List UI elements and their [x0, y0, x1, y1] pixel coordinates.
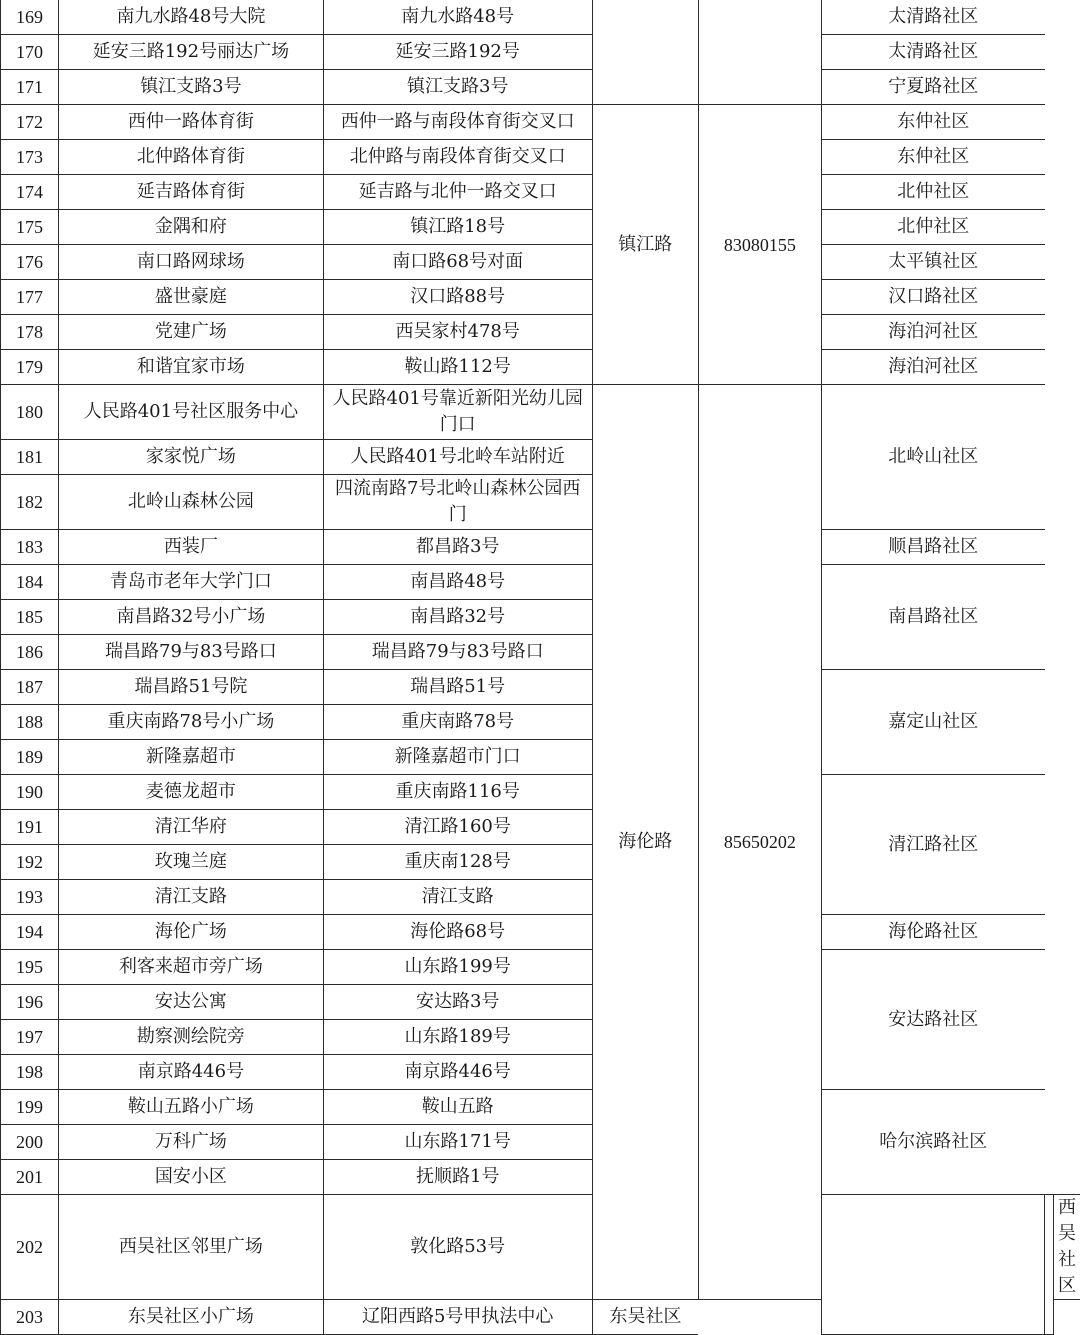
- site-name: 党建广场: [58, 315, 323, 350]
- site-address: 山东路171号: [323, 1125, 592, 1160]
- table-row: [1, 670, 1080, 705]
- table-row: [1, 1090, 1080, 1125]
- site-address: 鞍山路112号: [323, 350, 592, 385]
- row-number: 191: [1, 810, 59, 845]
- site-address: 人民路401号靠近新阳光幼儿园门口: [323, 385, 592, 440]
- table-row: [1, 35, 1080, 70]
- site-address: 都昌路3号: [323, 530, 592, 565]
- site-address: 四流南路7号北岭山森林公园西门: [323, 475, 592, 530]
- row-number: 197: [1, 1020, 59, 1055]
- row-number: 186: [1, 635, 59, 670]
- community-name: 汉口路社区: [821, 280, 1044, 315]
- site-address: 延安三路192号: [323, 35, 592, 70]
- table-row: [1, 175, 1080, 210]
- site-name: 北仲路体育街: [58, 140, 323, 175]
- site-address: 北仲路与南段体育街交叉口: [323, 140, 592, 175]
- table-row: [1, 245, 1080, 280]
- site-address: 山东路199号: [323, 950, 592, 985]
- site-name: 和谐宜家市场: [58, 350, 323, 385]
- community-name: 太平镇社区: [821, 245, 1044, 280]
- row-number: 183: [1, 530, 59, 565]
- site-name: 东吴社区小广场: [58, 1300, 323, 1335]
- table-row: [1, 1195, 1080, 1300]
- site-name: 北岭山森林公园: [58, 475, 323, 530]
- community-name: 东吴社区: [592, 1300, 698, 1335]
- table-row: [1, 140, 1080, 175]
- community-name: 宁夏路社区: [821, 70, 1044, 105]
- site-address: 敦化路53号: [323, 1195, 592, 1300]
- site-address: 西吴家村478号: [323, 315, 592, 350]
- community-name: 海泊河社区: [821, 350, 1044, 385]
- site-name: 玫瑰兰庭: [58, 845, 323, 880]
- table-row: [1, 530, 1080, 565]
- row-number: 201: [1, 1160, 59, 1195]
- row-number: 182: [1, 475, 59, 530]
- site-name: 南京路446号: [58, 1055, 323, 1090]
- table-row: [1, 950, 1080, 985]
- site-address: 人民路401号北岭车站附近: [323, 440, 592, 475]
- site-name: 清江支路: [58, 880, 323, 915]
- site-address: 安达路3号: [323, 985, 592, 1020]
- site-name: 清江华府: [58, 810, 323, 845]
- row-number: 194: [1, 915, 59, 950]
- site-address: 重庆南路78号: [323, 705, 592, 740]
- site-name: 西吴社区邻里广场: [58, 1195, 323, 1300]
- community-name: 北岭山社区: [821, 385, 1044, 530]
- row-number: 178: [1, 315, 59, 350]
- site-name: 延安三路192号丽达广场: [58, 35, 323, 70]
- row-number: 173: [1, 140, 59, 175]
- site-address: 镇江支路3号: [323, 70, 592, 105]
- community-name: 东仲社区: [821, 105, 1044, 140]
- row-number: 200: [1, 1125, 59, 1160]
- site-address: 新隆嘉超市门口: [323, 740, 592, 775]
- table-row: [1, 0, 1080, 35]
- table-row: [1, 210, 1080, 245]
- site-address: 清江路160号: [323, 810, 592, 845]
- table-row: [1, 70, 1080, 105]
- site-address: 瑞昌路79与83号路口: [323, 635, 592, 670]
- site-name: 青岛市老年大学门口: [58, 565, 323, 600]
- row-number: 189: [1, 740, 59, 775]
- site-address: 延吉路与北仲一路交叉口: [323, 175, 592, 210]
- site-address: 清江支路: [323, 880, 592, 915]
- site-name: 南昌路32号小广场: [58, 600, 323, 635]
- community-name: 嘉定山社区: [821, 670, 1044, 775]
- table-row: [1, 315, 1080, 350]
- street-phone: 85650202: [698, 385, 821, 1300]
- site-name: 人民路401号社区服务中心: [58, 385, 323, 440]
- site-name: 瑞昌路79与83号路口: [58, 635, 323, 670]
- site-address: 南口路68号对面: [323, 245, 592, 280]
- table-row: [1, 385, 1080, 440]
- row-number: 169: [1, 0, 59, 35]
- community-name: 北仲社区: [821, 210, 1044, 245]
- row-number: 187: [1, 670, 59, 705]
- site-name: 西仲一路体育街: [58, 105, 323, 140]
- row-number: 195: [1, 950, 59, 985]
- site-name: 重庆南路78号小广场: [58, 705, 323, 740]
- table-row: [1, 280, 1080, 315]
- row-number: 176: [1, 245, 59, 280]
- site-name: 新隆嘉超市: [58, 740, 323, 775]
- site-name: 国安小区: [58, 1160, 323, 1195]
- site-address: 西仲一路与南段体育街交叉口: [323, 105, 592, 140]
- row-number: 188: [1, 705, 59, 740]
- street-name: 镇江路: [592, 105, 698, 385]
- site-name: 鞍山五路小广场: [58, 1090, 323, 1125]
- row-number: 175: [1, 210, 59, 245]
- row-number: 190: [1, 775, 59, 810]
- community-name: 清江路社区: [821, 775, 1044, 915]
- table-row: [1, 350, 1080, 385]
- street-phone: 83080155: [698, 105, 821, 385]
- site-address: 南昌路32号: [323, 600, 592, 635]
- site-address: 南昌路48号: [323, 565, 592, 600]
- site-name: 镇江支路3号: [58, 70, 323, 105]
- site-name: 勘察测绘院旁: [58, 1020, 323, 1055]
- street-cell-empty: [821, 1195, 1044, 1335]
- row-number: 199: [1, 1090, 59, 1125]
- community-name: 海伦路社区: [821, 915, 1044, 950]
- row-number: 185: [1, 600, 59, 635]
- row-number: 172: [1, 105, 59, 140]
- row-number: 198: [1, 1055, 59, 1090]
- community-name: 太清路社区: [821, 35, 1044, 70]
- phone-cell-empty: [1045, 1195, 1054, 1335]
- phone-cell-empty: [698, 0, 821, 105]
- site-name: 西装厂: [58, 530, 323, 565]
- row-number: 203: [1, 1300, 59, 1335]
- row-number: 179: [1, 350, 59, 385]
- site-address: 山东路189号: [323, 1020, 592, 1055]
- community-name: 顺昌路社区: [821, 530, 1044, 565]
- site-name: 金隅和府: [58, 210, 323, 245]
- site-name: 南九水路48号大院: [58, 0, 323, 35]
- site-address: 鞍山五路: [323, 1090, 592, 1125]
- site-address: 南京路446号: [323, 1055, 592, 1090]
- table-row: [1, 915, 1080, 950]
- table-row: [1, 565, 1080, 600]
- community-name: 安达路社区: [821, 950, 1044, 1090]
- row-number: 170: [1, 35, 59, 70]
- community-name: 海泊河社区: [821, 315, 1044, 350]
- street-cell-empty: [592, 0, 698, 105]
- community-name: 南昌路社区: [821, 565, 1044, 670]
- site-address: 辽阳西路5号甲执法中心: [323, 1300, 592, 1335]
- site-address: 汉口路88号: [323, 280, 592, 315]
- site-address: 海伦路68号: [323, 915, 592, 950]
- row-number: 180: [1, 385, 59, 440]
- site-address: 瑞昌路51号: [323, 670, 592, 705]
- site-name: 南口路网球场: [58, 245, 323, 280]
- site-name: 麦德龙超市: [58, 775, 323, 810]
- street-name: 海伦路: [592, 385, 698, 1300]
- community-name: 哈尔滨路社区: [821, 1090, 1044, 1195]
- site-name: 家家悦广场: [58, 440, 323, 475]
- row-number: 177: [1, 280, 59, 315]
- site-address: 南九水路48号: [323, 0, 592, 35]
- row-number: 202: [1, 1195, 59, 1300]
- community-name: 太清路社区: [821, 0, 1044, 35]
- site-name: 延吉路体育街: [58, 175, 323, 210]
- site-address: 抚顺路1号: [323, 1160, 592, 1195]
- row-number: 193: [1, 880, 59, 915]
- site-address: 重庆南路116号: [323, 775, 592, 810]
- row-number: 184: [1, 565, 59, 600]
- row-number: 192: [1, 845, 59, 880]
- row-number: 196: [1, 985, 59, 1020]
- community-name: 西吴社区: [1054, 1195, 1080, 1300]
- row-number: 171: [1, 70, 59, 105]
- site-name: 万科广场: [58, 1125, 323, 1160]
- site-name: 盛世豪庭: [58, 280, 323, 315]
- row-number: 181: [1, 440, 59, 475]
- community-name: 东仲社区: [821, 140, 1044, 175]
- row-number: 174: [1, 175, 59, 210]
- site-name: 瑞昌路51号院: [58, 670, 323, 705]
- site-address: 镇江路18号: [323, 210, 592, 245]
- site-address: 重庆南128号: [323, 845, 592, 880]
- table-row: [1, 105, 1080, 140]
- site-name: 利客来超市旁广场: [58, 950, 323, 985]
- site-name: 海伦广场: [58, 915, 323, 950]
- table-row: [1, 775, 1080, 810]
- community-name: 北仲社区: [821, 175, 1044, 210]
- site-name: 安达公寓: [58, 985, 323, 1020]
